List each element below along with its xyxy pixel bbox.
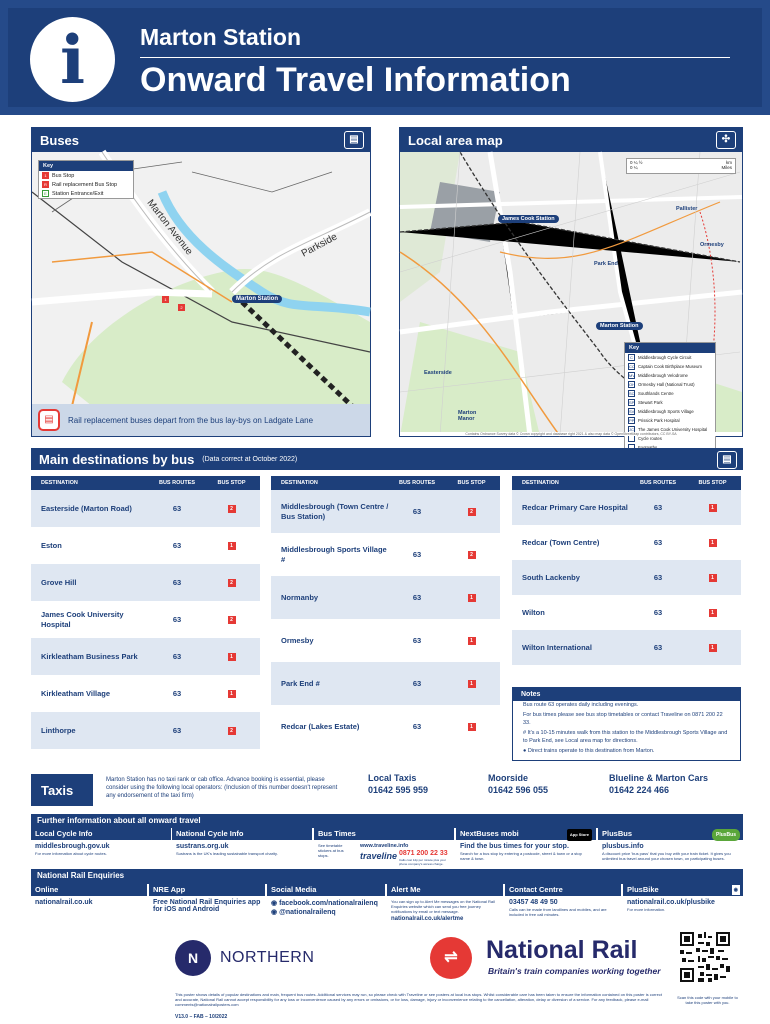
map-place-label: Ormesby — [700, 242, 724, 248]
destination-row — [31, 712, 260, 749]
destination-row — [271, 576, 500, 619]
rail-replacement-text: Rail replacement buses depart from the bus lay-bys on Ladgate Lane — [68, 415, 314, 425]
destinations-list — [512, 490, 741, 665]
buses-map — [32, 152, 370, 406]
destination-name: Park End # — [281, 678, 320, 688]
local-map-key-title: Key — [625, 343, 715, 353]
destination-row — [271, 533, 500, 576]
map-key-label: The James Cook University Hospital — [638, 427, 708, 432]
bus-route: 63 — [412, 722, 422, 731]
map-key-label: Middlesbrough Velodrome — [638, 373, 688, 378]
map-key-item — [625, 353, 715, 362]
northern-wordmark: NORTHERN — [220, 949, 315, 966]
traveline-logo: traveline — [360, 851, 398, 861]
bus-stop-icon: 1 — [42, 172, 49, 179]
bus-route: 63 — [653, 643, 663, 652]
map-place-label: Marton Manor — [458, 410, 477, 422]
destination-row — [512, 525, 741, 560]
bus-stop-icon: 1 — [709, 609, 717, 617]
twitter-link[interactable]: ◉ @nationalrailenq — [271, 909, 336, 916]
destination-row — [271, 490, 500, 533]
buses-panel — [31, 127, 371, 437]
bus-stop-badge — [443, 508, 500, 516]
note-line: Bus route 63 operates daily including evenings. — [523, 702, 639, 708]
destination-row — [31, 601, 260, 638]
bus-front-icon: ▤ — [717, 451, 737, 469]
bus-stop-badge — [203, 727, 260, 735]
taxi-operator: Local Taxis 01642 595 959 — [368, 773, 429, 795]
app-store-badge[interactable]: App Store — [567, 829, 592, 841]
bus-route: 63 — [412, 550, 422, 559]
rail-replacement-bus-icon: ▤ — [38, 409, 60, 431]
destinations-table-header: DESTINATION BUS ROUTES BUS STOP — [512, 476, 741, 490]
info-icon: i — [30, 17, 115, 102]
direct-train-icon: ● — [523, 747, 528, 754]
traveline-link[interactable]: www.traveline.info — [360, 843, 409, 849]
national-cycle-info: National Cycle Info sustrans.org.uk Sustrans is the UK's leading sustainable transport charity. — [172, 828, 312, 856]
nre-bar: National Rail Enquiries — [31, 869, 743, 884]
destinations-column — [31, 476, 260, 749]
map-key-label: Stewart Park — [638, 400, 663, 405]
national-rail-tagline: Britain's train companies working together — [488, 966, 661, 976]
destinations-list — [271, 490, 500, 748]
destination-row — [31, 638, 260, 675]
bus-route: 63 — [653, 538, 663, 547]
bus-stop-icon: 1 — [468, 680, 476, 688]
qr-caption: Scan this code with your mobile to take this poster with you. — [677, 995, 738, 1005]
map-key-label: Captain Cook Birthplace Museum — [638, 364, 703, 369]
bus-stop-icon: 1 — [468, 723, 476, 731]
destination-name: Eston — [41, 540, 62, 550]
destinations-column — [512, 476, 741, 665]
local-map — [400, 152, 742, 441]
note-line: ● Direct trains operate to this destination from Marton. — [523, 747, 655, 754]
bus-stop-icon: 1 — [468, 637, 476, 645]
map-key-icon: SC — [629, 391, 635, 396]
local-cycle-info: Local Cycle Info middlesbrough.gov.uk For more information about cycle routes. — [31, 828, 171, 856]
plusbus: PlusBus PlusBus plusbus.info A discount price 'bus pass' that you buy with your train ticket. It gives you unlimited bus travel around your chosen town, on participating buses. — [598, 828, 743, 861]
bus-stop-icon: 2 — [468, 551, 476, 559]
local-map-key — [624, 342, 716, 453]
bus-icon: ▤ — [344, 131, 364, 149]
taxis-title: Taxis — [31, 774, 93, 806]
bus-stop-icon: 1 — [709, 539, 717, 547]
bus-stop-badge — [203, 579, 260, 587]
buses-key — [38, 160, 134, 199]
map-station-label: James Cook Station — [498, 215, 559, 223]
nre-plusbike: PlusBike ◉ nationalrail.co.uk/plusbike For more information. — [623, 884, 743, 912]
destination-row — [271, 619, 500, 662]
national-rail-logo-icon: ⇌ — [430, 937, 472, 979]
bus-stop-badge — [684, 609, 741, 617]
bus-route: 63 — [653, 573, 663, 582]
buses-key-title: Key — [39, 161, 133, 171]
twitter-icon: ◉ — [271, 909, 280, 916]
bus-stop-icon: 2 — [228, 579, 236, 587]
map-key-icon: OH — [629, 382, 635, 387]
destination-name: James Cook University Hospital — [41, 609, 124, 629]
link[interactable]: sustrans.org.uk — [176, 843, 229, 850]
link[interactable]: nationalrail.co.uk/plusbike — [627, 899, 715, 906]
link[interactable]: middlesbrough.gov.uk — [35, 843, 110, 850]
destination-name: Middlesbrough (Town Centre / Bus Station) — [281, 501, 389, 521]
nre-social: Social Media ◉ facebook.com/nationalrailenq ◉ @nationalrailenq — [267, 884, 385, 917]
nre-contact-centre: Contact Centre 03457 48 49 50 Calls can be made from landlines and mobiles, and are included in free call minutes. — [505, 884, 621, 917]
station-name: Marton Station — [140, 24, 301, 50]
bus-stop-marker: 2 — [178, 296, 185, 314]
key-item: E Station Entrance/Exit — [39, 189, 133, 198]
plusbike-icon: ◉ — [733, 887, 738, 893]
map-key-label: Cycle routes — [638, 436, 662, 441]
bus-stop-badge — [443, 594, 500, 602]
destinations-date-note: (Data correct at October 2022) — [202, 455, 298, 463]
map-key-icon: CC — [629, 364, 635, 369]
bus-stop-icon: 1 — [709, 574, 717, 582]
link[interactable]: plusbus.info — [602, 843, 644, 850]
bus-route: 63 — [412, 593, 422, 602]
traveline-phone: 0871 200 22 33 — [399, 850, 448, 857]
bus-route: 63 — [653, 503, 663, 512]
qr-code[interactable] — [680, 932, 730, 982]
bus-stop-icon: 1 — [228, 542, 236, 550]
destination-row — [271, 705, 500, 748]
national-rail-wordmark: National Rail — [486, 936, 638, 964]
plusbus-title: PlusBus — [602, 829, 633, 838]
destination-name: Kirkleatham Business Park — [41, 651, 138, 661]
bus-stop-badge — [443, 680, 500, 688]
map-place-label: Easterside — [424, 370, 452, 376]
bus-stop-badge — [684, 644, 741, 652]
bus-route: 63 — [172, 578, 182, 587]
destination-name: Kirkleatham Village — [41, 688, 111, 698]
bus-route: 63 — [172, 541, 182, 550]
bus-route: 63 — [412, 636, 422, 645]
bus-stop-badge — [203, 616, 260, 624]
bus-stop-badge — [443, 637, 500, 645]
local-map-panel — [399, 127, 743, 441]
taxi-operator: Blueline & Marton Cars 01642 224 466 — [609, 773, 709, 795]
station-marker: Marton Station — [232, 295, 282, 303]
disclaimer: This poster shows details of popular destinations and main, frequent bus routes. Additional services may run, so please check with Traveline or see posters at local bus stops. Whilst considerable care has been taken to ensure the information contained on this poster is correct and accurate, National Rail cannot accept responsibility for any loss or inconvenience caused by any errors or omissions, or for loss, damage, injury or inconvenience relating to the cancellation, alteration, delay or diversion of a service. For any feedback, please e-mail comments@nationalrailposters.com — [175, 992, 662, 1008]
rail-replacement-icon: R — [42, 181, 49, 188]
destination-row — [31, 490, 260, 527]
bus-stop-icon: 1 — [468, 594, 476, 602]
map-key-icon — [628, 435, 635, 442]
nextbuses-title: NextBuses mobi — [460, 829, 519, 838]
bus-route: 63 — [172, 615, 182, 624]
map-key-item — [625, 407, 715, 416]
compass-icon: ✣ — [716, 131, 736, 149]
nextbuses: NextBuses mobi App Store Find the bus times for your stop. Search for a bus stop by entering a postcode, street & town or a stop name & town. — [456, 828, 596, 861]
link[interactable]: nationalrail.co.uk — [35, 899, 93, 906]
bus-stop-badge — [203, 690, 260, 698]
local-map-title: Local area map — [408, 132, 503, 148]
map-place-label: Park End — [594, 261, 618, 267]
map-key-item — [625, 380, 715, 389]
destination-name: Grove Hill — [41, 577, 77, 587]
map-key-item — [625, 362, 715, 371]
map-key-label: Ormesby Hall (National Trust) — [638, 382, 695, 387]
destination-row — [271, 662, 500, 705]
nre-online: Online nationalrail.co.uk — [31, 884, 147, 907]
destinations-table-header: DESTINATION BUS ROUTES BUS STOP — [31, 476, 260, 490]
destination-name: Easterside (Marton Road) — [41, 503, 132, 513]
bus-route: 63 — [653, 608, 663, 617]
map-key-item — [625, 398, 715, 407]
page-title: Onward Travel Information — [140, 61, 571, 99]
destination-name: Normanby — [281, 592, 319, 602]
destination-name: Redcar (Town Centre) — [522, 537, 600, 547]
link[interactable]: nationalrail.co.uk/alertme — [391, 915, 464, 922]
destination-row — [512, 595, 741, 630]
destination-row — [31, 564, 260, 601]
destination-row — [31, 527, 260, 564]
destination-name: Ormesby — [281, 635, 314, 645]
street-label: Parkside — [299, 231, 340, 260]
map-station-label: Marton Station — [596, 322, 643, 330]
destination-name: Linthorpe — [41, 725, 76, 735]
map-place-label: Pallister — [676, 206, 698, 212]
bus-stop-icon: 1 — [709, 504, 717, 512]
bus-stop-badge — [684, 574, 741, 582]
destinations-table-header: DESTINATION BUS ROUTES BUS STOP — [271, 476, 500, 490]
notes-box — [512, 687, 741, 761]
destination-row — [31, 675, 260, 712]
map-key-icon: SV — [629, 409, 635, 414]
bus-stop-icon: 1 — [228, 690, 236, 698]
bus-route: 63 — [172, 689, 182, 698]
taxis-text: Marton Station has no taxi rank or cab office. Advance booking is essential, please consider using the following local operators: (Inclusion of this number doesn't represent any endorsement of the taxi firm) — [106, 777, 338, 800]
destination-name: Redcar (Lakes Estate) — [281, 721, 360, 731]
buses-title: Buses — [40, 132, 80, 148]
map-key-item — [625, 371, 715, 380]
map-key-label: Middlesbrough Cycle Circuit — [638, 355, 692, 360]
destinations-list — [31, 490, 260, 749]
bus-stop-badge — [443, 723, 500, 731]
map-copyright: Contains Ordnance Survey data © Crown copyright and database right 2021 & also map data © OpenStreetMap contributors, CC BY-SA — [400, 432, 742, 436]
local-map-header — [400, 128, 742, 152]
map-key-icon: C — [628, 354, 635, 361]
note-line: For bus times please see bus stop timetables or contact Traveline on 0871 200 22 33. — [523, 711, 723, 726]
map-key-item — [625, 416, 715, 425]
header-divider — [140, 57, 730, 58]
note-line: # It's a 10-15 minutes walk from this station to the Middlesbrough Sports Village and to Park End, see Local area map for directions. — [523, 729, 728, 744]
bus-route: 63 — [172, 726, 182, 735]
destination-row — [512, 490, 741, 525]
destinations-title: Main destinations by bus — [39, 451, 195, 467]
bus-stop-icon: 2 — [228, 616, 236, 624]
nre-alert-me: Alert Me You can sign up to Alert Me messages on the National Rail Enquiries website which can send you free journey notifications by email or text message. nationalrail.co.uk/alertme — [387, 884, 503, 923]
bus-stop-icon: 2 — [228, 505, 236, 513]
entrance-icon: E — [42, 190, 49, 197]
map-scale: 0 ¼ ½ km 0 ¼ Miles — [626, 158, 736, 174]
destination-name: South Lackenby — [522, 572, 580, 582]
map-key-icon: JC — [629, 427, 634, 432]
key-item: 1 Bus Stop — [39, 171, 133, 180]
local-map-key-list — [625, 353, 715, 452]
bus-stop-badge — [684, 539, 741, 547]
northern-logo-icon: N — [175, 940, 211, 976]
key-item: R Rail replacement Bus Stop — [39, 180, 133, 189]
destination-name: Wilton International — [522, 642, 592, 652]
map-key-icon: MV — [629, 373, 635, 378]
destinations-header — [31, 448, 743, 470]
map-key-label: Middlesbrough Sports Village — [638, 409, 694, 414]
bus-stop-icon: 2 — [468, 508, 476, 516]
bus-stop-badge — [203, 542, 260, 550]
bus-stop-badge — [203, 505, 260, 513]
bus-route: 63 — [172, 504, 182, 513]
taxi-operator: Moorside 01642 596 055 — [488, 773, 549, 795]
notes-title: Notes — [513, 688, 740, 701]
bus-route: 63 — [412, 679, 422, 688]
street-label: Marton Avenue — [144, 197, 195, 258]
buses-header — [32, 128, 370, 152]
map-key-item — [625, 389, 715, 398]
bus-stop-badge — [203, 653, 260, 661]
bus-times: Bus Times See timetable stickers at bus stops. www.traveline.info traveline 0871 200 22 33 Calls cost 12p per minute plus your phone company's access charge. — [314, 828, 454, 859]
bus-route: 63 — [412, 507, 422, 516]
map-key-label: Prissick Park Hospital — [638, 418, 680, 423]
destination-row — [512, 560, 741, 595]
map-key-icon: PP — [629, 418, 635, 423]
facebook-icon: ◉ — [271, 900, 280, 907]
bus-stop-icon: 2 — [228, 727, 236, 735]
destinations-column — [271, 476, 500, 748]
further-info-bar: Further information about all onward travel — [31, 814, 743, 828]
bus-stop-icon: 1 — [709, 644, 717, 652]
bus-stop-badge — [684, 504, 741, 512]
bus-stop-icon: 1 — [228, 653, 236, 661]
bus-route: 63 — [172, 652, 182, 661]
map-key-label: Southlands Centre — [638, 391, 674, 396]
bus-stop-badge — [443, 551, 500, 559]
map-key-icon: SP — [629, 400, 635, 405]
destination-name: Redcar Primary Care Hospital — [522, 502, 628, 512]
facebook-link[interactable]: ◉ facebook.com/nationalrailenq — [271, 900, 378, 907]
version-label: V13.0 – FAB – 10/2022 — [175, 1014, 228, 1020]
bus-stop-marker: 1 — [162, 288, 169, 306]
plusbus-logo: PlusBus — [712, 829, 740, 841]
destination-name: Middlesbrough Sports Village # — [281, 544, 387, 564]
destination-row — [512, 630, 741, 665]
rail-replacement-note — [32, 404, 370, 436]
nre-app: NRE App Free National Rail Enquiries app for iOS and Android — [149, 884, 265, 914]
destination-name: Wilton — [522, 607, 545, 617]
